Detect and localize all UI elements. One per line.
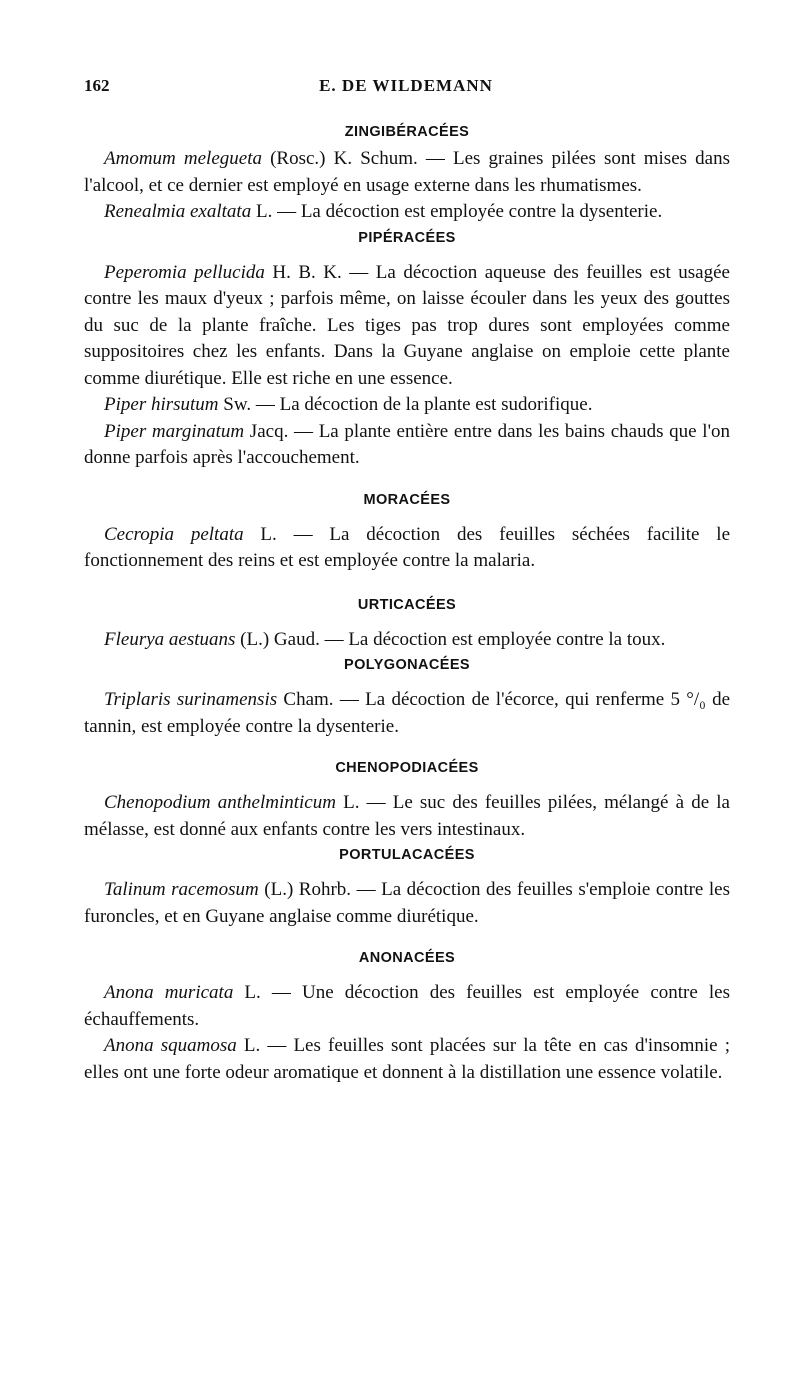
family-heading: URTICACÉES [357, 596, 457, 613]
species-name: Anona squamosa [104, 1035, 237, 1056]
species-name: Renealmia exaltata [104, 201, 252, 222]
species-entry [84, 522, 730, 575]
species-entry [84, 392, 730, 419]
page-number: 162 [84, 76, 110, 95]
species-entry [84, 260, 730, 393]
species-name: Cecropia peltata [104, 523, 244, 545]
entry-text: H. B. K. — La décoction aqueuse des feuilles est usagée contre les maux d'yeux ; parfois même, on laisse écouler dans les yeux des gouttes du suc de la plante fraîche. Les tiges pas trop dures sont employées comme suppositoires chez les enfants. Dans la Guyane anglaise on emploie cette plante comme diurétique. Elle est riche en une essence. [84, 261, 730, 389]
species-entry [84, 877, 730, 930]
entry-text: Jacq. — La plante entière entre dans les bains chauds que l'on donne parfois après l'accouchement. [84, 420, 730, 468]
entry-text: (L.) Gaud. — La décoction est employée contre la toux. [235, 628, 666, 650]
species-name: Anona muricata [104, 982, 234, 1003]
family-heading: ANONACÉES [358, 950, 456, 966]
page-header [84, 76, 728, 100]
family-heading: PIPÉRACÉES [358, 229, 456, 246]
species-name: Piper hirsutum [104, 394, 219, 415]
species-name: Peperomia pellucida [104, 261, 265, 283]
family-section [84, 845, 730, 930]
species-entry [84, 790, 730, 843]
family-heading: CHENOPODIACÉES [335, 760, 479, 776]
entry-text: L. — Le suc des feuilles pilées, mélangé à de la mélasse, est donné aux enfants contre les vers intestinaux. [84, 792, 730, 840]
family-section [84, 228, 730, 472]
entry-text: Cham. — La décoction de l'écorce, qui renferme 5 °/₀ de tannin, est employée contre la dysenterie. [84, 689, 731, 737]
family-heading: POLYGONACÉES [344, 657, 470, 673]
species-name: Fleurya aestuans [104, 628, 236, 650]
family-section [84, 490, 730, 575]
species-name: Chenopodium anthelminticum [104, 792, 336, 813]
family-section [84, 948, 730, 1086]
entry-text: L. — La décoction est employée contre la dysenterie. [251, 201, 663, 222]
family-heading: MORACÉES [363, 491, 451, 508]
family-heading: PORTULACACÉES [339, 847, 475, 863]
family-section [84, 655, 730, 740]
species-entry [84, 146, 730, 199]
entry-text: L. — Une décoction des feuilles est employée contre les échauffements. [84, 982, 730, 1030]
family-section [84, 122, 730, 226]
species-entry [84, 1033, 730, 1086]
species-entry [84, 980, 730, 1033]
running-title: E. DE WILDEMANN [319, 76, 493, 95]
entry-text: (Rosc.) K. Schum. — Les graines pilées sont mises dans l'alcool, et ce dernier est employé en usage externe dans les rhumatismes. [84, 148, 730, 196]
page-body [84, 122, 730, 1086]
entry-text: Sw. — La décoction de la plante est sudorifique. [218, 394, 593, 415]
species-entry [84, 687, 730, 740]
species-name: Piper marginatum [104, 420, 245, 442]
family-section [84, 595, 730, 654]
species-entry [84, 199, 730, 226]
species-name: Triplaris surinamensis [104, 689, 278, 710]
species-entry [84, 419, 730, 472]
species-entry [84, 627, 730, 654]
family-section [84, 758, 730, 843]
entry-text: L. — La décoction des feuilles séchées facilite le fonctionnement des reins et est employée contre la malaria. [84, 523, 730, 571]
entry-text: (L.) Rohrb. — La décoction des feuilles s'emploie contre les furoncles, et en Guyane anglaise comme diurétique. [84, 879, 730, 927]
species-name: Talinum racemosum [104, 879, 259, 900]
entry-text: L. — Les feuilles sont placées sur la tête en cas d'insomnie ; elles ont une forte odeur aromatique et donnent à la distillation une essence volatile. [84, 1035, 730, 1083]
species-name: Amomum melegueta [104, 148, 262, 169]
family-heading: ZINGIBÉRACÉES [344, 124, 470, 140]
